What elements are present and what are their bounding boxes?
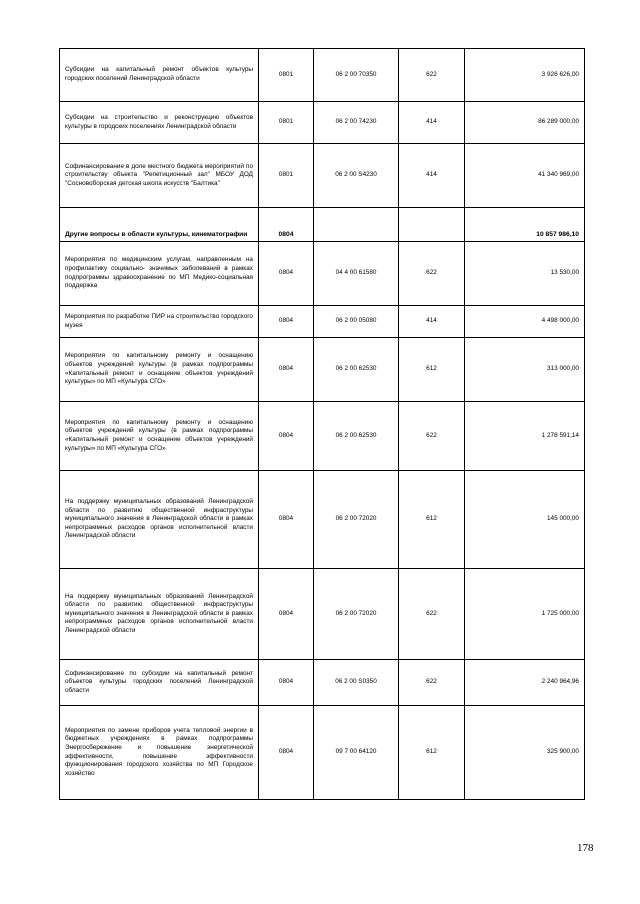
target-article-code: 06 2 00 74230 (314, 102, 399, 144)
expense-type-code: 414 (399, 144, 465, 208)
target-article-code: 09 7 00 64120 (314, 706, 399, 800)
section-code: 0804 (259, 706, 314, 800)
expense-type-code: 612 (399, 706, 465, 800)
row-description: Другие вопросы в области культуры, кинематографии (60, 208, 259, 242)
target-article-code: 06 2 00 72020 (314, 471, 399, 569)
amount: 313 000,00 (465, 338, 585, 402)
section-code: 0804 (259, 208, 314, 242)
expense-type-code: 612 (399, 338, 465, 402)
table-row (60, 338, 585, 402)
amount: 4 498 000,00 (465, 306, 585, 338)
section-code: 0804 (259, 660, 314, 706)
target-article-code (314, 208, 399, 242)
section-code: 0804 (259, 338, 314, 402)
row-description: Мероприятия по медицинским услугам, направленным на профилактику социально- значимых заболеваний в рамках подпрограммы здравоохранение по МП Медико-социальная поддержка (60, 242, 259, 306)
section-code: 0804 (259, 242, 314, 306)
table-row (60, 49, 585, 102)
target-article-code: 06 2 00 S4230 (314, 144, 399, 208)
expense-type-code: 622 (399, 49, 465, 102)
table-row (60, 471, 585, 569)
amount: 10 857 986,10 (465, 208, 585, 242)
row-description: Субсидии на строительство и реконструкцию объектов культуры в городских поселениях Ленинградской области (60, 102, 259, 144)
row-description: На поддержку муниципальных образований Ленинградской области по развитию общественной инфраструктуры муниципального значения в Ленинградской области в рамках непрограммных расходов органов исполнительной власти Ленинградской области (60, 569, 259, 660)
amount: 13 530,00 (465, 242, 585, 306)
row-description: Софинансирование в доле местного бюджета мероприятий по строительству объекта "Репетиционный зал" МБОУ ДОД "Сосновоборская детская школа искусств "Балтика" (60, 144, 259, 208)
expense-type-code: 622 (399, 660, 465, 706)
table-row (60, 102, 585, 144)
table-row (60, 402, 585, 471)
table-row (60, 706, 585, 800)
budget-table (59, 48, 585, 800)
expense-type-code (399, 208, 465, 242)
target-article-code: 06 2 00 72020 (314, 569, 399, 660)
amount: 145 000,00 (465, 471, 585, 569)
target-article-code: 06 2 00 70350 (314, 49, 399, 102)
amount: 2 240 964,96 (465, 660, 585, 706)
amount: 86 289 000,00 (465, 102, 585, 144)
expense-type-code: 622 (399, 402, 465, 471)
target-article-code: 06 2 00 05080 (314, 306, 399, 338)
table-row (60, 242, 585, 306)
table-row (60, 569, 585, 660)
amount: 1 725 000,00 (465, 569, 585, 660)
section-code: 0804 (259, 471, 314, 569)
expense-type-code: 622 (399, 242, 465, 306)
section-code: 0801 (259, 102, 314, 144)
table-row (60, 660, 585, 706)
row-description: Мероприятия по замене приборов учета тепловой энергии в бюджетных учреждениях в рамках подпрограммы Энергосбережение и повышение энергетической эффективности, повышение эффективности функционирования городского хозяйства по МП Городское хозяйство (60, 706, 259, 800)
section-code: 0801 (259, 49, 314, 102)
expense-type-code: 612 (399, 471, 465, 569)
table-row-subtotal (60, 208, 585, 242)
section-code: 0804 (259, 402, 314, 471)
target-article-code: 06 2 00 62530 (314, 402, 399, 471)
amount: 1 278 591,14 (465, 402, 585, 471)
amount: 325 900,00 (465, 706, 585, 800)
target-article-code: 04 4 00 61580 (314, 242, 399, 306)
row-description: Мероприятия по капитальному ремонту и оснащению объектов учреждений культуры (в рамках подпрограммы «Капитальный ремонт и оснащение объектов учреждений культуры» по МП «Культура СГО» (60, 338, 259, 402)
section-code: 0801 (259, 144, 314, 208)
row-description: Мероприятия по разработке ПИР на строительство городского музея (60, 306, 259, 338)
row-description: Мероприятия по капитальному ремонту и оснащению объектов учреждений культуры (в рамках подпрограммы «Капитальный ремонт и оснащение объектов учреждений культуры» по МП «Культура СГО» (60, 402, 259, 471)
table-row (60, 306, 585, 338)
page-number: 178 (577, 842, 594, 854)
section-code: 0804 (259, 306, 314, 338)
table-row (60, 144, 585, 208)
expense-type-code: 414 (399, 102, 465, 144)
amount: 41 340 969,00 (465, 144, 585, 208)
amount: 3 926 626,00 (465, 49, 585, 102)
row-description: На поддержку муниципальных образований Ленинградской области по развитию общественной инфраструктуры муниципального значения в Ленинградской области в рамках непрограммных расходов органов исполнительной власти Ленинградской области (60, 471, 259, 569)
row-description: Субсидии на капитальный ремонт объектов культуры городских поселений Ленинградской области (60, 49, 259, 102)
expense-type-code: 622 (399, 569, 465, 660)
row-description: Софинансирование по субсидии на капитальный ремонт объектов культуры городских поселений Ленинградской области (60, 660, 259, 706)
expense-type-code: 414 (399, 306, 465, 338)
target-article-code: 06 2 00 62530 (314, 338, 399, 402)
target-article-code: 06 2 00 S0350 (314, 660, 399, 706)
section-code: 0804 (259, 569, 314, 660)
